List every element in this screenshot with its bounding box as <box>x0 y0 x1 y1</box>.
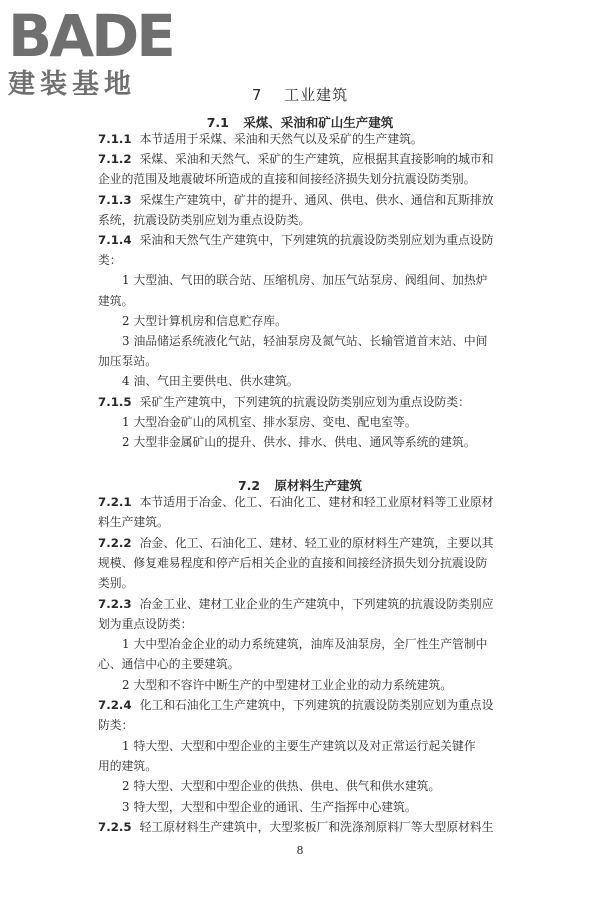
line-text: 大型冶金矿山的风机室、排水泵房、变电、配电室等。 <box>133 414 417 429</box>
text-line <box>98 293 133 309</box>
list-item-line <box>122 738 476 754</box>
text-line <box>98 353 157 369</box>
line-text: 采煤生产建筑中，矿井的提升、通风、供电、供水、通信和瓦斯排放 <box>139 192 494 207</box>
list-item-line <box>122 414 417 430</box>
line-text: 系统，抗震设防类别应划为重点设防类。 <box>98 212 311 227</box>
list-item-line <box>122 636 487 652</box>
line-text: 特大型、大型和中型企业的供热、供电、供气和供水建筑。 <box>133 779 441 794</box>
text-line <box>98 575 133 591</box>
line-text: 类： <box>98 253 122 268</box>
text-line <box>98 656 240 672</box>
item-number: 4 <box>122 374 130 389</box>
chapter-number: 7 <box>251 86 263 104</box>
section-title <box>0 476 600 494</box>
clause-line <box>98 394 470 410</box>
clause-line <box>98 697 494 713</box>
clause-number: 7.1.2 <box>98 152 132 167</box>
line-text: 企业的范围及地震破坏所造成的直接和间接经济损失划分抗震设防类别。 <box>98 172 476 187</box>
clause-number: 7.2.1 <box>98 495 132 509</box>
line-text: 大型非金属矿山的提升、供水、排水、供电、通风等系统的建筑。 <box>133 435 476 449</box>
text-line <box>98 252 122 268</box>
chapter-title <box>0 84 600 105</box>
line-text: 大型计算机房和信息贮存库。 <box>133 313 287 328</box>
line-text: 心、通信中心的主要建筑。 <box>98 657 240 672</box>
bade-logo-mark <box>8 6 178 64</box>
item-number: 2 <box>122 435 130 449</box>
page-number: 8 <box>296 844 304 857</box>
text-line <box>98 514 169 530</box>
clause-line <box>98 819 494 835</box>
list-item-line <box>122 778 440 794</box>
clause-line <box>98 151 494 167</box>
line-text: 油、气田主要供电、供水建筑。 <box>133 374 299 389</box>
line-text: 大中型冶金企业的动力系统建筑，油库及油泵房，全厂性生产管制中 <box>133 637 488 652</box>
text-line <box>98 171 476 187</box>
section-number: 7.1 <box>206 115 229 130</box>
list-item-line <box>122 333 487 349</box>
clause-line <box>98 535 494 551</box>
clause-number: 7.1.4 <box>98 233 132 247</box>
list-item-line <box>122 373 299 389</box>
line-text: 加压泵站。 <box>98 354 157 369</box>
clause-line <box>98 131 423 147</box>
text-line <box>98 616 192 632</box>
line-text: 本节适用于冶金、化工、石油化工、建材和轻工业原材料等工业原材 <box>139 495 494 509</box>
text-line <box>98 758 157 774</box>
clause-number: 7.1.5 <box>98 394 132 409</box>
line-text: 采油和天然气生产建筑中，下列建筑的抗震设防类别应划为重点设防 <box>139 233 494 247</box>
logo-brand-text: BADE <box>8 6 173 64</box>
item-number: 2 <box>122 677 130 692</box>
item-number: 1 <box>122 738 130 753</box>
line-text: 油品储运系统液化气站，轻油泵房及氮气站、长输管道首末站、中间 <box>133 334 488 348</box>
line-text: 冶金、化工、石油化工、建材、轻工业的原材料生产建筑，主要以其 <box>139 535 494 550</box>
list-item-line <box>122 313 287 329</box>
clause-line <box>98 232 494 248</box>
line-text: 采煤、采油和天然气、采矿的生产建筑，应根据其直接影响的城市和 <box>139 152 494 167</box>
section-number: 7.2 <box>237 478 261 493</box>
line-text: 防类： <box>98 718 134 733</box>
line-text: 轻工原材料生产建筑中，大型浆板厂和洗涤剂原料厂等大型原材料生 <box>139 819 494 834</box>
section-title-text: 采煤、采油和矿山生产建筑 <box>243 115 394 130</box>
item-number: 2 <box>122 313 130 328</box>
text-line <box>98 212 310 228</box>
line-text: 料生产建筑。 <box>98 515 169 530</box>
text-line <box>98 717 133 733</box>
list-item-line <box>122 434 476 450</box>
text-line <box>98 555 487 571</box>
item-number: 1 <box>122 273 130 288</box>
list-item-line <box>122 677 452 693</box>
chapter-title-text: 工业建筑 <box>284 86 349 104</box>
section-title <box>0 113 600 131</box>
clause-number: 7.1.3 <box>98 192 132 207</box>
logo-subtitle: 建装基地 <box>8 69 136 100</box>
clause-number: 7.2.2 <box>98 535 132 550</box>
clause-number: 7.1.1 <box>98 132 132 146</box>
line-text: 用的建筑。 <box>98 758 157 773</box>
line-text: 特大型、大型和中型企业的主要生产建筑以及对正常运行起关键作 <box>133 738 476 753</box>
line-text: 划为重点设防类： <box>98 616 193 631</box>
item-number: 3 <box>122 334 130 348</box>
line-text: 规模、修复难易程度和停产后相关企业的直接和间接经济损失划分抗震设防 <box>98 555 488 570</box>
line-text: 采矿生产建筑中，下列建筑的抗震设防类别应划为重点设防类： <box>139 394 470 409</box>
item-number: 1 <box>122 414 130 429</box>
item-number: 1 <box>122 637 130 652</box>
list-item-line <box>122 272 487 288</box>
line-text: 建筑。 <box>98 293 134 308</box>
item-number: 3 <box>122 799 130 814</box>
line-text: 大型油、气田的联合站、压缩机房、加压气站泵房、阀组间、加热炉 <box>133 273 488 288</box>
list-item-line <box>122 799 417 815</box>
clause-line <box>98 192 494 208</box>
clause-number: 7.2.4 <box>98 698 132 712</box>
line-text: 冶金工业、建材工业企业的生产建筑中，下列建筑的抗震设防类别应 <box>139 596 494 611</box>
line-text: 特大型，大型和中型企业的通讯、生产指挥中心建筑。 <box>133 799 417 814</box>
clause-number: 7.2.3 <box>98 596 132 611</box>
line-text: 本节适用于采煤、采油和天然气以及采矿的生产建筑。 <box>139 132 423 146</box>
section-title-text: 原材料生产建筑 <box>274 478 363 493</box>
line-text: 化工和石油化工生产建筑中，下列建筑的抗震设防类别应划为重点设 <box>139 698 494 712</box>
line-text: 类别。 <box>98 576 134 591</box>
line-text: 大型和不容许中断生产的中型建材工业企业的动力系统建筑。 <box>133 677 453 692</box>
clause-line <box>98 596 494 612</box>
clause-number: 7.2.5 <box>98 819 132 834</box>
item-number: 2 <box>122 779 130 794</box>
clause-line <box>98 494 494 510</box>
